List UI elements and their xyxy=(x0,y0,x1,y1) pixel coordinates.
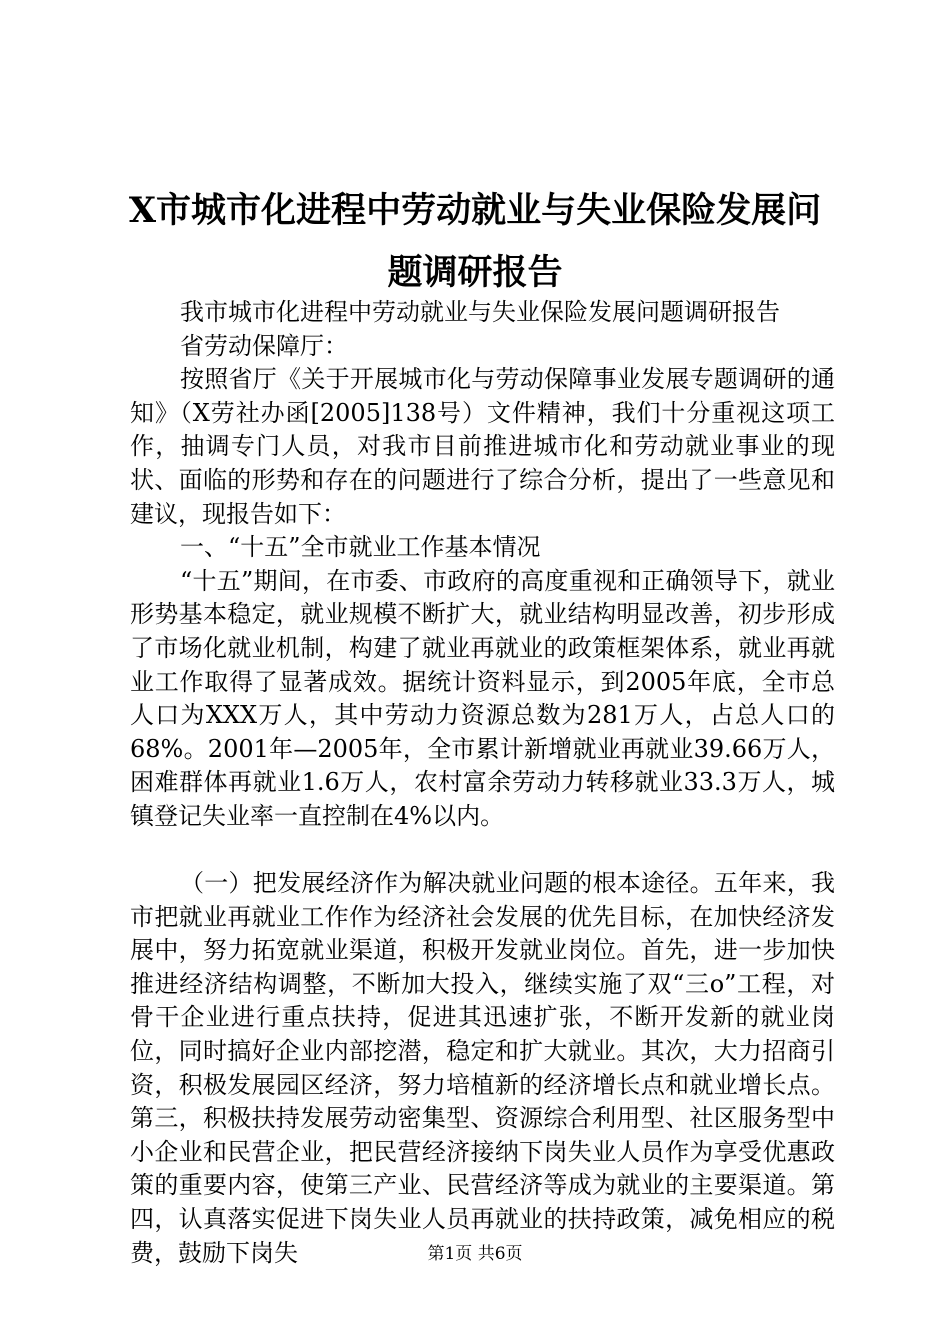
title-line-1: X市城市化进程中劳动就业与失业保险发展问 xyxy=(128,190,822,231)
paragraph-overview: “十五”期间，在市委、市政府的高度重视和正确领导下，就业形势基本稳定，就业规模不断扩大，就业结构明显改善，初步形成了市场化就业机制，构建了就业再就业的政策框架体系，就业再就业工作取得了显著成效。据统计资料显示，到2005年底，全市总人口为XXX万人，其中劳动力资源总数为281万人，占总人口的68%。2001年—2005年，全市累计新增就业再就业39.66万人，困难群体再就业1.6万人，农村富余劳动力转移就业33.3万人，城镇登记失业率一直控制在4%以内。 xyxy=(130,566,835,830)
paragraph-intro: 按照省厅《关于开展城市化与劳动保障事业发展专题调研的通知》（X劳社办函[2005]138号）文件精神，我们十分重视这项工作，抽调专门人员，对我市目前推进城市化和劳动就业事业的现状、面临的形势和存在的问题进行了综合分析，提出了一些意见和建议，现报告如下： xyxy=(130,365,835,528)
paragraph-addressee: 省劳动保障厅： xyxy=(180,331,348,360)
document-title xyxy=(100,180,850,304)
section-heading-1: 一、“十五”全市就业工作基本情况 xyxy=(180,533,541,562)
title-line-2: 题调研报告 xyxy=(387,252,563,293)
document-body xyxy=(130,296,835,1270)
paragraph-subtitle: 我市城市化进程中劳动就业与失业保险发展问题调研报告 xyxy=(180,298,780,326)
paragraph-section-1-1: （一）把发展经济作为解决就业问题的根本途径。五年来，我市把就业再就业工作作为经济社会发展的优先目标，在加快经济发展中，努力拓宽就业渠道，积极开发就业岗位。首先，进一步加快推进经济结构调整，不断加大投入，继续实施了双“三o”工程，对骨干企业进行重点扶持，促进其迅速扩张，不断开发新的就业岗位，同时搞好企业内部挖潜，稳定和扩大就业。其次，大力招商引资，积极发展园区经济，努力培植新的经济增长点和就业增长点。第三，积极扶持发展劳动密集型、资源综合利用型、社区服务型中小企业和民营企业，把民营经济接纳下岗失业人员作为享受优惠政策的重要内容，使第三产业、民营经济等成为就业的主要渠道。第四，认真落实促进下岗失业人员再就业的扶持政策，减免相应的税费，鼓励下岗失 xyxy=(130,869,835,1267)
page-footer: 第1页 共6页 xyxy=(427,1244,523,1264)
